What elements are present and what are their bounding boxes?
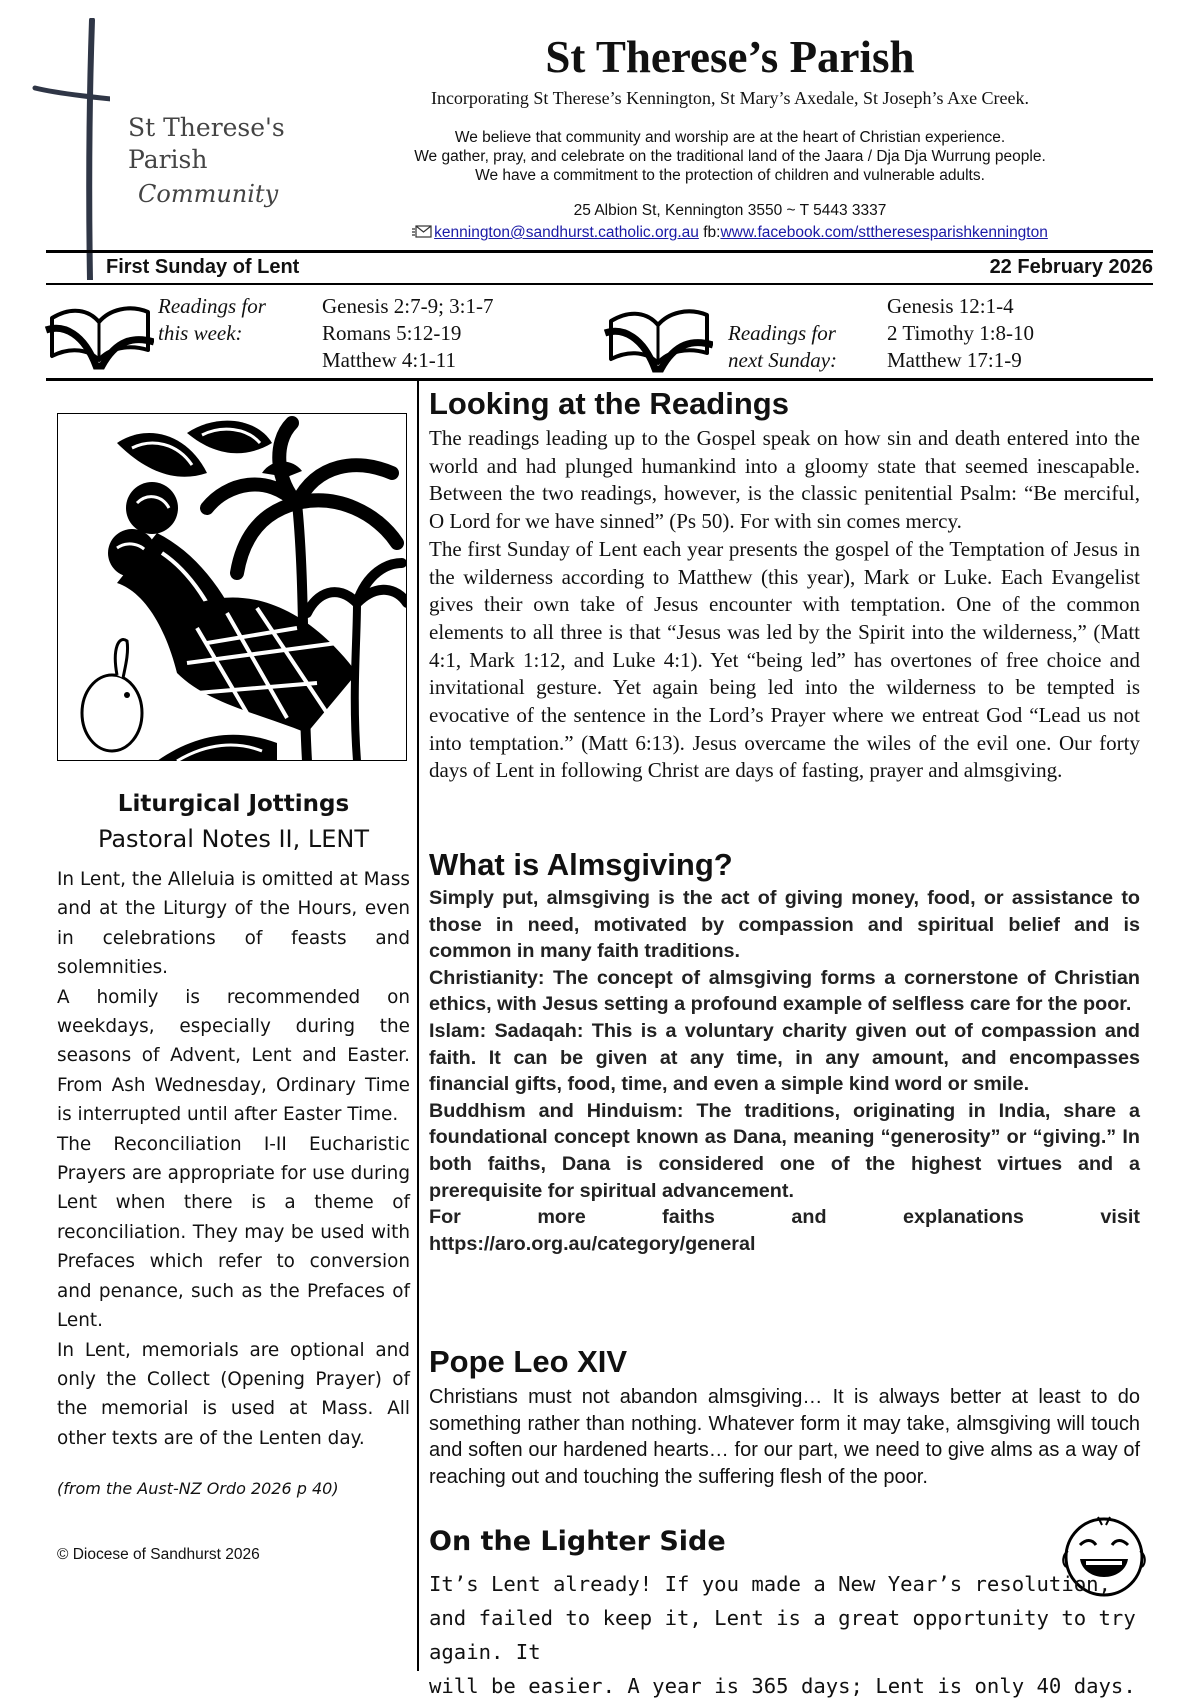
almsgiving-paragraph: Simply put, almsgiving is the act of giving money, food, or assistance to those in need, motivated by compassion and spiritual belief and is common in many faith traditions. [429, 887, 1140, 963]
belief-line: We believe that community and worship are at the heart of Christian experience. [454, 129, 1006, 146]
liturgical-subtitle: Pastoral Notes II, LENT [97, 825, 370, 853]
more-word: more [537, 1206, 586, 1229]
banner-bottom-rule [46, 283, 1153, 285]
logo-line-1: St Therese's [128, 113, 285, 142]
readings-paragraph: The first Sunday of Lent each year presents the gospel of the Temptation of Jesus in the wilderness according to Matthew (this year), Mark or Luke. Each Evangelist gives their own take of Jesus encounter with temptation. One of the common elements to all three is that “Jesus was led by the Spirit into the wilderness,” (Matt 4:1, Mark 1:12, and Luke 4:1). Yet “being led” has overtones of free choice and invitational gesture. Yet again being led into the wilderness to be tempted is evocative of the sentence in the Lord’s Prayer where we entreat God “Lead us not into temptation.” (Matt 6:13). Jesus overcame the wiles of the evil one. Our forty days of Lent in following Christ are days of fasting, prayer and almsgiving. [429, 536, 1140, 783]
reading-item: Matthew 17:1-9 [887, 348, 1022, 372]
almsgiving-paragraph: Christianity: The concept of almsgiving forms a cornerstone of Christian ethics, with Jesus setting a profound example of selfless care for the poor. [429, 966, 1140, 1016]
logo-line-3: Community [138, 180, 279, 208]
copyright-notice: © Diocese of Sandhurst 2026 [57, 1546, 260, 1563]
reading-item: Genesis 2:7-9; 3:1-7 [322, 294, 494, 318]
looking-at-readings-heading: Looking at the Readings [429, 386, 789, 421]
contact-line [360, 224, 1100, 242]
readings-next-sunday-label [728, 320, 837, 374]
readings-bottom-rule [46, 378, 1153, 381]
lighter-side-heading: On the Lighter Side [429, 1526, 726, 1557]
liturgical-paragraph: A homily is recommended on weekdays, especially during the seasons of Advent, Lent and Easter. From Ash Wednesday, Ordinary Time is interrupted until after Easter Time. [57, 986, 410, 1126]
pope-leo-heading: Pope Leo XIV [429, 1344, 628, 1379]
almsgiving-heading: What is Almsgiving? [429, 847, 733, 882]
issue-date: 22 February 2026 [989, 256, 1153, 278]
logo-line-2: Parish [128, 145, 208, 174]
banner-top-rule [46, 250, 1153, 253]
incorporating-line: Incorporating St Therese’s Kennington, St Mary’s Axedale, St Joseph’s Axe Creek. [430, 88, 1030, 108]
parish-title: St Therese’s Parish [545, 32, 915, 82]
label-line: this week: [158, 321, 243, 345]
looking-at-readings-body [429, 425, 1140, 785]
parish-community-logo [128, 112, 308, 212]
more-word: and [791, 1206, 827, 1229]
email-icon [412, 225, 432, 238]
reading-item: Romans 5:12-19 [322, 321, 462, 345]
cross-logo-icon [30, 18, 110, 280]
belief-line: We gather, pray, and celebrate on the traditional land of the Jaara / Dja Dja Wurrung people. [414, 148, 1046, 165]
liturgical-paragraph: The Reconciliation I-II Eucharistic Prayers are appropriate for use during Lent when there is a theme of reconciliation. They may be used with Prefaces which refer to conversion and penance, such as the Prefaces of Lent. [57, 1133, 410, 1332]
fb-label: fb: [703, 224, 721, 241]
readings-this-week-label [158, 293, 266, 347]
liturgical-source: (from the Aust-NZ Ordo 2026 p 40) [57, 1479, 339, 1498]
liturgical-jottings-title: Liturgical Jottings [117, 791, 350, 817]
joke-line: will be easier. A year is 365 days; Lent is only 40 days. [429, 1674, 1136, 1698]
reading-item: Matthew 4:1-11 [322, 348, 456, 372]
label-line: Readings for [158, 294, 266, 318]
almsgiving-paragraph: Buddhism and Hinduism: The traditions, originating in India, share a foundational concept known as Dana, meaning “generosity” or “giving.” In both faiths, Dana is considered one of the highest virtues and a prerequisite for spiritual advancement. [429, 1099, 1140, 1202]
facebook-link[interactable]: www.facebook.com/sttheresesparishkennington [720, 224, 1048, 241]
open-book-icon [603, 293, 713, 373]
belief-line: We have a commitment to the protection of children and vulnerable adults. [475, 167, 985, 184]
readings-next-sunday-list [887, 293, 1034, 374]
liturgical-body [57, 865, 410, 1453]
aro-link[interactable]: https://aro.org.au/category/general [429, 1232, 756, 1255]
sunday-title: First Sunday of Lent [106, 256, 300, 278]
address-line: 25 Albion St, Kennington 3550 ~ T 5443 3337 [573, 202, 887, 219]
liturgical-paragraph: In Lent, the Alleluia is omitted at Mass and at the Liturgy of the Hours, even in celebrations of feasts and solemnities. [57, 869, 410, 979]
almsgiving-body [429, 885, 1140, 1257]
almsgiving-paragraph: Islam: Sadaqah: This is a voluntary charity given out of compassion and faith. It can be given at any time, in any amount, and encompasses financial gifts, food, time, and even a simple kind word or smile. [429, 1019, 1140, 1096]
joke-line: and failed to keep it, Lent is a great opportunity to try again. It [429, 1606, 1136, 1664]
more-faiths-line [429, 1204, 1140, 1231]
label-line: Readings for [728, 321, 836, 345]
column-divider [417, 381, 419, 1671]
joke-line: It’s Lent already! If you made a New Year’s resolution, [429, 1572, 1111, 1596]
more-word: explanations [903, 1206, 1024, 1229]
reading-item: 2 Timothy 1:8-10 [887, 321, 1035, 345]
liturgical-paragraph: In Lent, memorials are optional and only the Collect (Opening Prayer) of the memorial is used at Mass. All other texts are of the Lenten day. [57, 1339, 410, 1449]
more-word: faiths [662, 1206, 715, 1229]
belief-statement [360, 128, 1100, 185]
readings-this-week-list [322, 293, 493, 374]
more-word: visit [1100, 1206, 1140, 1229]
email-link[interactable]: kennington@sandhurst.catholic.org.au [434, 224, 699, 241]
temptation-woodcut-illustration [57, 413, 407, 761]
open-book-icon [44, 290, 154, 370]
reading-item: Genesis 12:1-4 [887, 294, 1014, 318]
pope-leo-quote: Christians must not abandon almsgiving… It is always better at least to do something rather than nothing. Whatever form it may take, almsgiving will touch and soften our hardened hearts… for our part, we need to give alms as a way of reaching out and touching the suffering flesh of the poor. [429, 1386, 1140, 1488]
readings-paragraph: The readings leading up to the Gospel speak on how sin and death entered into the world and had plunged humankind into a gloomy state that seemed inescapable. Between the two readings, however, is the classic penitential Psalm: “Be merciful, O Lord for we have sinned” (Ps 50). For with sin comes mercy. [429, 426, 1140, 534]
more-word: For [429, 1206, 461, 1229]
label-line: next Sunday: [728, 348, 838, 372]
